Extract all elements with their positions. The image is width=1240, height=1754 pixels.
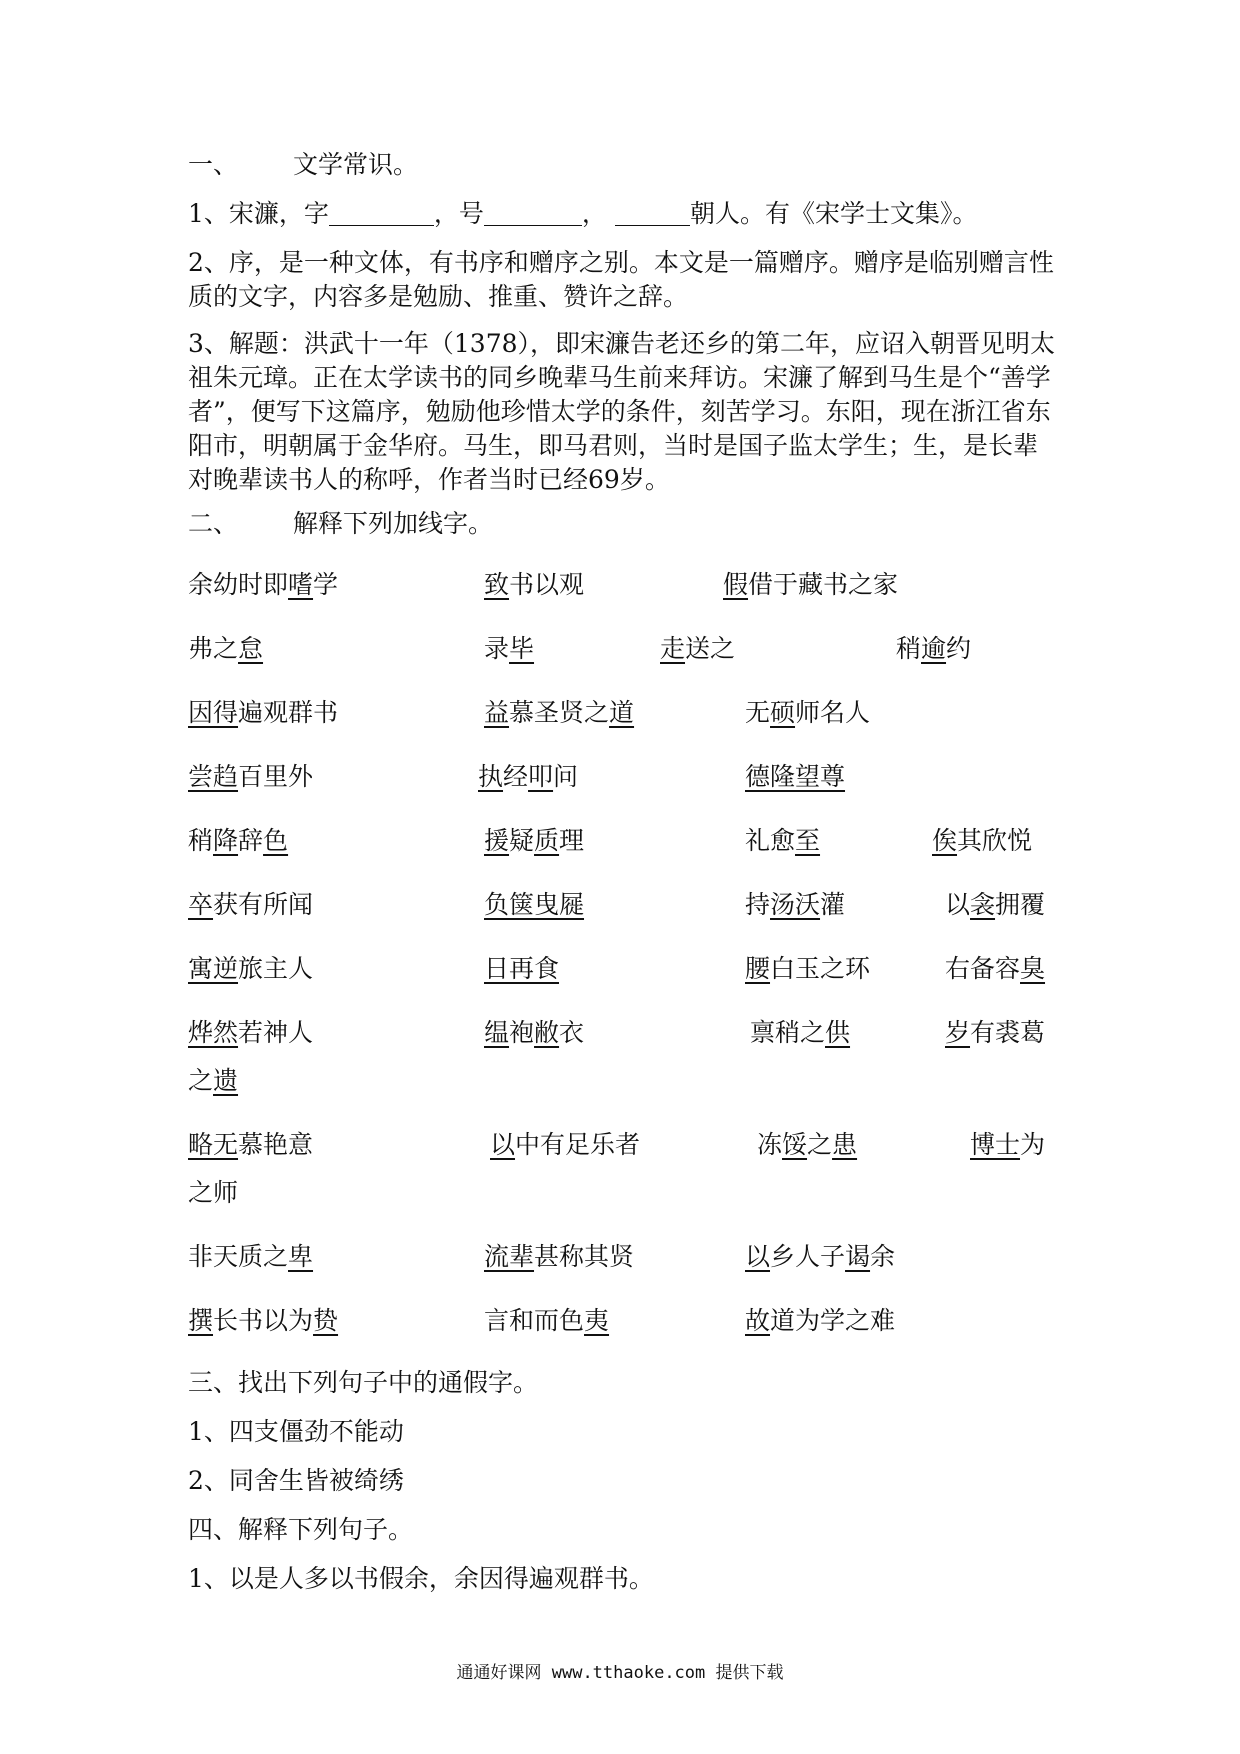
underlined-char: 流辈	[484, 1242, 535, 1271]
plain-text: 乡人子	[770, 1242, 846, 1271]
vocab-item	[970, 1128, 1045, 1162]
underlined-char: 贽	[313, 1306, 339, 1335]
plain-text: 非天质之	[188, 1242, 289, 1271]
plain-text: 师名人	[795, 698, 871, 727]
underlined-char: 毕	[509, 634, 535, 663]
underlined-char: 卒	[188, 890, 214, 919]
vocab-row	[0, 1064, 1240, 1104]
plain-text: 送之	[685, 634, 736, 663]
vocab-item	[484, 1240, 634, 1274]
underlined-char: 怠	[238, 634, 264, 663]
underlined-char: 腰	[745, 954, 771, 983]
plain-text: 白玉之环	[770, 954, 871, 983]
plain-text: 获有所闻	[213, 890, 314, 919]
plain-text: 疑	[509, 826, 535, 855]
underlined-char: 致	[484, 570, 510, 599]
vocab-item	[896, 632, 971, 666]
section3-heading: 三、找出下列句子中的通假字。	[188, 1368, 539, 1397]
section1-item2: 2、序，是一种文体，有书序和赠序之别。本文是一篇赠序。赠序是临别赠言性质的文字，内容多是勉励、推重、赞许之辞。	[188, 248, 1054, 311]
underlined-char: 博士	[970, 1130, 1021, 1159]
plain-text: 灌	[820, 890, 846, 919]
underlined-char: 缊	[484, 1018, 510, 1047]
vocab-item	[188, 1176, 238, 1210]
underlined-char: 敝	[534, 1018, 560, 1047]
vocab-row	[0, 632, 1240, 672]
plain-text: 中有足乐者	[515, 1130, 641, 1159]
vocab-item	[484, 1304, 609, 1338]
plain-text: 稍	[896, 634, 922, 663]
underlined-char: 略无	[188, 1130, 239, 1159]
plain-text: 录	[484, 634, 510, 663]
item1-text-b: ，号	[433, 199, 484, 228]
section3-item-2: 2、同舍生皆被绮绣	[188, 1466, 404, 1495]
plain-text: 右备容	[945, 954, 1021, 983]
vocab-item	[750, 1016, 850, 1050]
plain-text: 言和而色	[484, 1306, 585, 1335]
item1-text-a: 1、宋濂，字	[188, 199, 329, 228]
vocab-item	[745, 824, 820, 858]
vocab-item	[484, 568, 584, 602]
underlined-char: 德隆望尊	[745, 762, 846, 791]
plain-text: 为	[1020, 1130, 1046, 1159]
page-footer: 通通好课网 www.tthaoke.com 提供下载	[456, 1663, 784, 1683]
underlined-char: 寓逆	[188, 954, 239, 983]
vocab-item	[745, 952, 870, 986]
underlined-char: 汤沃	[770, 890, 821, 919]
plain-text: 学	[313, 570, 339, 599]
plain-text: 之师	[188, 1178, 239, 1207]
section1-item3: 3、解题：洪武十一年（1378），即宋濂告老还乡的第二年，应诏入朝晋见明太祖朱元璋。正在太学读书的同乡晚辈马生前来拜访。宋濂了解到马生是个“善学者”，便写下这篇序，勉励他珍惜太学的条件，刻苦学习。东阳，现在浙江省东阳市，明朝属于金华府。马生，即马君则，当时是国子监太学生；生，是长辈对晚辈读书人的称呼，作者当时已经69岁。	[188, 329, 1056, 494]
underlined-char: 谒	[845, 1242, 871, 1271]
plain-text: 慕艳意	[238, 1130, 314, 1159]
vocab-item	[188, 888, 313, 922]
plain-text: 慕圣贤之	[509, 698, 610, 727]
vocab-item	[188, 760, 313, 794]
plain-text: 约	[946, 634, 972, 663]
vocab-item	[945, 952, 1045, 986]
vocab-item	[188, 632, 263, 666]
vocab-item	[723, 568, 898, 602]
vocab-row	[0, 1304, 1240, 1344]
plain-text: 问	[553, 762, 579, 791]
underlined-char: 撰	[188, 1306, 214, 1335]
vocab-item	[188, 1128, 313, 1162]
underlined-char: 臭	[1020, 954, 1046, 983]
underlined-char: 至	[795, 826, 821, 855]
plain-text: 若神人	[238, 1018, 314, 1047]
plain-text: 之	[807, 1130, 833, 1159]
underlined-char: 硕	[770, 698, 796, 727]
plain-text: 其欣悦	[957, 826, 1033, 855]
underlined-char: 叩	[528, 762, 554, 791]
vocab-item	[660, 632, 735, 666]
plain-text: 经	[503, 762, 529, 791]
vocab-item	[484, 1016, 584, 1050]
blank-hao[interactable]	[484, 199, 582, 226]
vocab-row	[0, 952, 1240, 992]
plain-text: 理	[559, 826, 585, 855]
underlined-char: 负箧曳屣	[484, 890, 585, 919]
underlined-char: 因得	[188, 698, 239, 727]
vocab-item	[188, 952, 313, 986]
section2-heading	[188, 507, 1058, 541]
vocab-row	[0, 1016, 1240, 1056]
plain-text: 弗之	[188, 634, 239, 663]
vocab-item	[484, 952, 559, 986]
plain-text: 冻	[757, 1130, 783, 1159]
vocab-item	[945, 1016, 1045, 1050]
vocab-row	[0, 568, 1240, 608]
underlined-char: 质	[534, 826, 560, 855]
plain-text: 甚称其贤	[534, 1242, 635, 1271]
plain-text: 借于藏书之家	[748, 570, 899, 599]
vocab-row	[0, 1240, 1240, 1280]
plain-text: 拥覆	[995, 890, 1046, 919]
underlined-char: 以	[745, 1242, 771, 1271]
item1-text-c: ，	[581, 199, 607, 228]
vocab-item	[945, 888, 1045, 922]
vocab-row	[0, 1176, 1240, 1216]
plain-text: 有裘葛	[970, 1018, 1046, 1047]
underlined-char: 岁	[945, 1018, 971, 1047]
vocab-item	[188, 568, 338, 602]
section4-heading: 四、解释下列句子。	[188, 1515, 414, 1544]
section1-item1	[188, 197, 1058, 231]
underlined-char: 尝趋	[188, 762, 239, 791]
vocab-item	[188, 1304, 338, 1338]
underlined-char: 患	[832, 1130, 858, 1159]
section1-heading	[188, 148, 1058, 182]
vocab-row	[0, 760, 1240, 800]
section1-title: 文学常识。	[293, 150, 419, 179]
vocab-item	[490, 1128, 640, 1162]
vocab-item	[478, 760, 578, 794]
plain-text: 持	[745, 890, 771, 919]
plain-text: 无	[745, 698, 771, 727]
vocab-item	[484, 888, 584, 922]
underlined-char: 故	[745, 1306, 771, 1335]
vocab-item	[757, 1128, 857, 1162]
vocab-item	[745, 1240, 895, 1274]
underlined-char: 遗	[213, 1066, 239, 1095]
plain-text: 禀稍之	[750, 1018, 826, 1047]
plain-text: 袍	[509, 1018, 535, 1047]
plain-text: 之	[188, 1066, 214, 1095]
plain-text: 稍	[188, 826, 214, 855]
underlined-char: 益	[484, 698, 510, 727]
underlined-char: 夷	[584, 1306, 610, 1335]
section4-item-1: 1、以是人多以书假余，余因得遍观群书。	[188, 1564, 654, 1593]
underlined-char: 执	[478, 762, 504, 791]
section3-item-1: 1、四支僵劲不能动	[188, 1417, 404, 1446]
vocab-item	[188, 1016, 313, 1050]
vocab-item	[484, 632, 534, 666]
plain-text: 以	[945, 890, 971, 919]
plain-text: 余	[870, 1242, 896, 1271]
underlined-char: 嗜	[288, 570, 314, 599]
vocab-row	[0, 888, 1240, 928]
plain-text: 衣	[559, 1018, 585, 1047]
section2-number: 二、	[188, 509, 239, 538]
vocab-item	[188, 696, 338, 730]
vocab-row	[0, 824, 1240, 864]
plain-text: 书以观	[509, 570, 585, 599]
vocab-item	[484, 696, 634, 730]
underlined-char: 逾	[921, 634, 947, 663]
plain-text: 道为学之难	[770, 1306, 896, 1335]
vocab-item	[932, 824, 1032, 858]
vocab-item	[745, 760, 845, 794]
underlined-char: 援	[484, 826, 510, 855]
plain-text: 礼愈	[745, 826, 796, 855]
vocab-item	[188, 1064, 238, 1098]
plain-text: 辞	[238, 826, 264, 855]
vocab-item	[745, 696, 870, 730]
section1-number: 一、	[188, 150, 239, 179]
vocab-item	[188, 824, 288, 858]
plain-text: 旅主人	[238, 954, 314, 983]
underlined-char: 俟	[932, 826, 958, 855]
underlined-char: 供	[825, 1018, 851, 1047]
underlined-char: 卑	[288, 1242, 314, 1271]
plain-text: 余幼时即	[188, 570, 289, 599]
underlined-char: 馁	[782, 1130, 808, 1159]
underlined-char: 以	[490, 1130, 516, 1159]
vocab-row	[0, 1128, 1240, 1168]
vocab-item	[188, 1240, 313, 1274]
underlined-char: 色	[263, 826, 289, 855]
vocab-row	[0, 696, 1240, 736]
underlined-char: 道	[609, 698, 635, 727]
vocab-item	[745, 888, 845, 922]
underlined-char: 日再食	[484, 954, 560, 983]
item1-text-d: 朝人。有《宋学士文集》。	[689, 199, 978, 228]
vocab-item	[745, 1304, 895, 1338]
underlined-char: 走	[660, 634, 686, 663]
underlined-char: 假	[723, 570, 749, 599]
underlined-char: 降	[213, 826, 239, 855]
blank-zi[interactable]	[329, 199, 434, 226]
underlined-char: 烨然	[188, 1018, 239, 1047]
underlined-char: 衾	[970, 890, 996, 919]
plain-text: 遍观群书	[238, 698, 339, 727]
section2-title: 解释下列加线字。	[293, 509, 494, 538]
blank-dynasty[interactable]	[615, 199, 690, 226]
vocab-item	[484, 824, 584, 858]
plain-text: 长书以为	[213, 1306, 314, 1335]
plain-text: 百里外	[238, 762, 314, 791]
